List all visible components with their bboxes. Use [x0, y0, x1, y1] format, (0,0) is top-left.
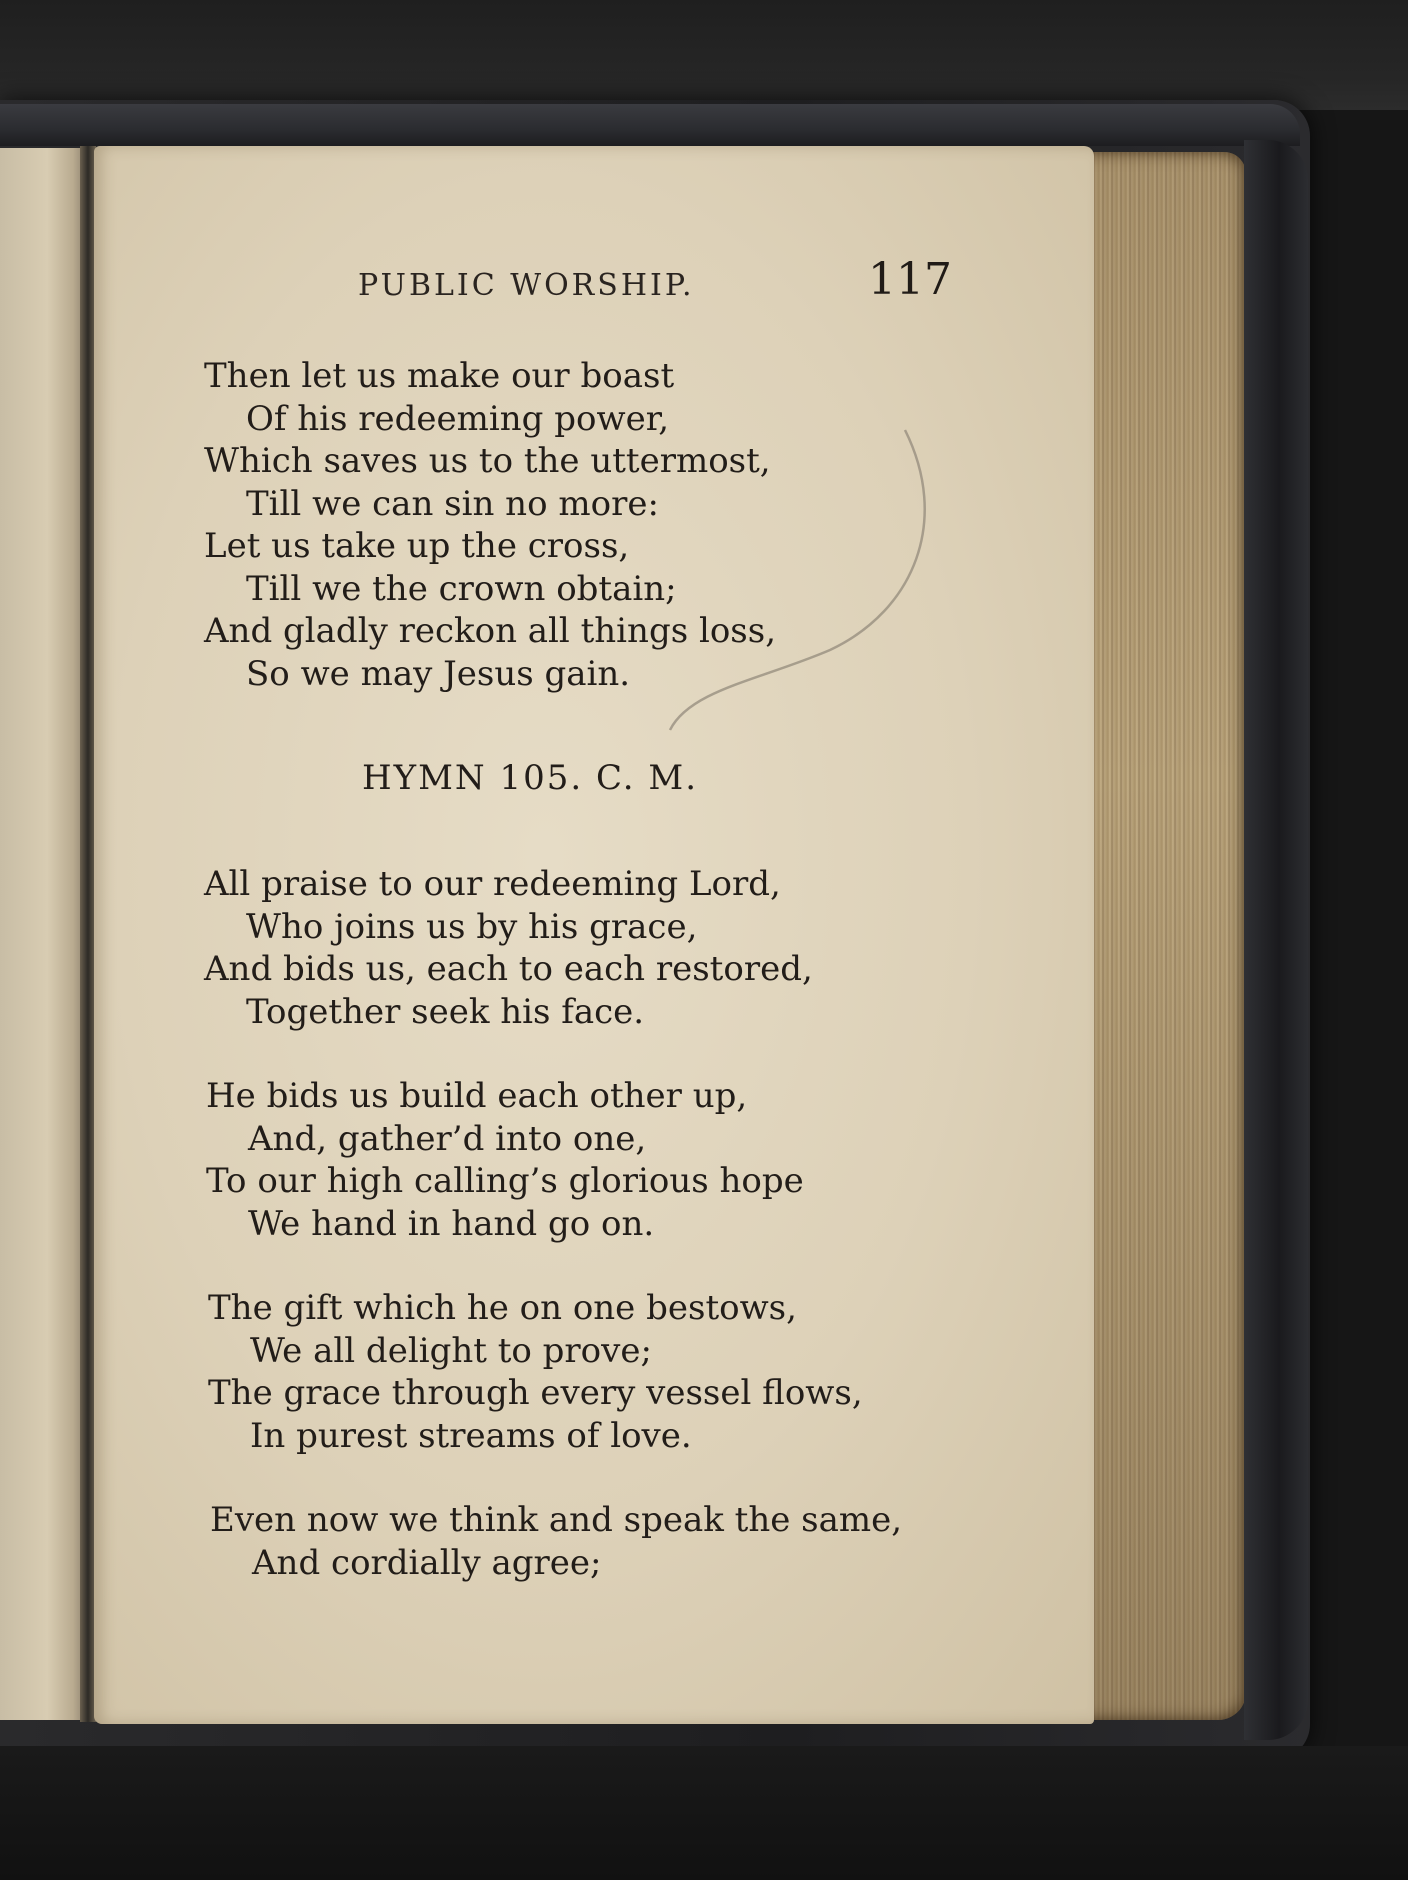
verse-line: And, gather’d into one,	[248, 1119, 647, 1159]
verse-line: And gladly reckon all things loss,	[204, 611, 777, 651]
verse-line: In purest streams of love.	[250, 1416, 692, 1456]
verse-line: Till we can sin no more:	[246, 484, 659, 524]
cover-fore-edge	[1244, 140, 1308, 1740]
verse-line: Let us take up the cross,	[204, 526, 630, 566]
verse-line: Then let us make our boast	[204, 356, 675, 396]
cover-top-edge	[0, 104, 1300, 146]
page-number: 117	[868, 254, 952, 305]
verse-line: All praise to our redeeming Lord,	[204, 864, 781, 904]
dark-background-bottom	[0, 1746, 1408, 1880]
dark-background	[0, 0, 1408, 110]
verse-line: The gift which he on one bestows,	[208, 1288, 797, 1328]
verse-line: Which saves us to the uttermost,	[204, 441, 771, 481]
verse-line: He bids us build each other up,	[206, 1076, 748, 1116]
hymn-heading: HYMN 105. C. M.	[362, 758, 699, 798]
verse-line: Till we the crown obtain;	[246, 569, 677, 609]
left-page-edge	[0, 148, 86, 1720]
verse-line: Together seek his face.	[246, 992, 645, 1032]
verse-line: To our high calling’s glorious hope	[206, 1161, 804, 1201]
verse-line: Even now we think and speak the same,	[210, 1500, 903, 1540]
verse-line: And cordially agree;	[252, 1543, 602, 1583]
verse-line: And bids us, each to each restored,	[204, 949, 813, 989]
verse-line: The grace through every vessel flows,	[208, 1373, 863, 1413]
verse-line: Who joins us by his grace,	[246, 907, 698, 947]
verse-line: We all delight to prove;	[250, 1331, 652, 1371]
verse-line: Of his redeeming power,	[246, 399, 670, 439]
verse-line: We hand in hand go on.	[248, 1204, 655, 1244]
running-head: PUBLIC WORSHIP.	[358, 268, 695, 303]
verse-line: So we may Jesus gain.	[246, 654, 631, 694]
